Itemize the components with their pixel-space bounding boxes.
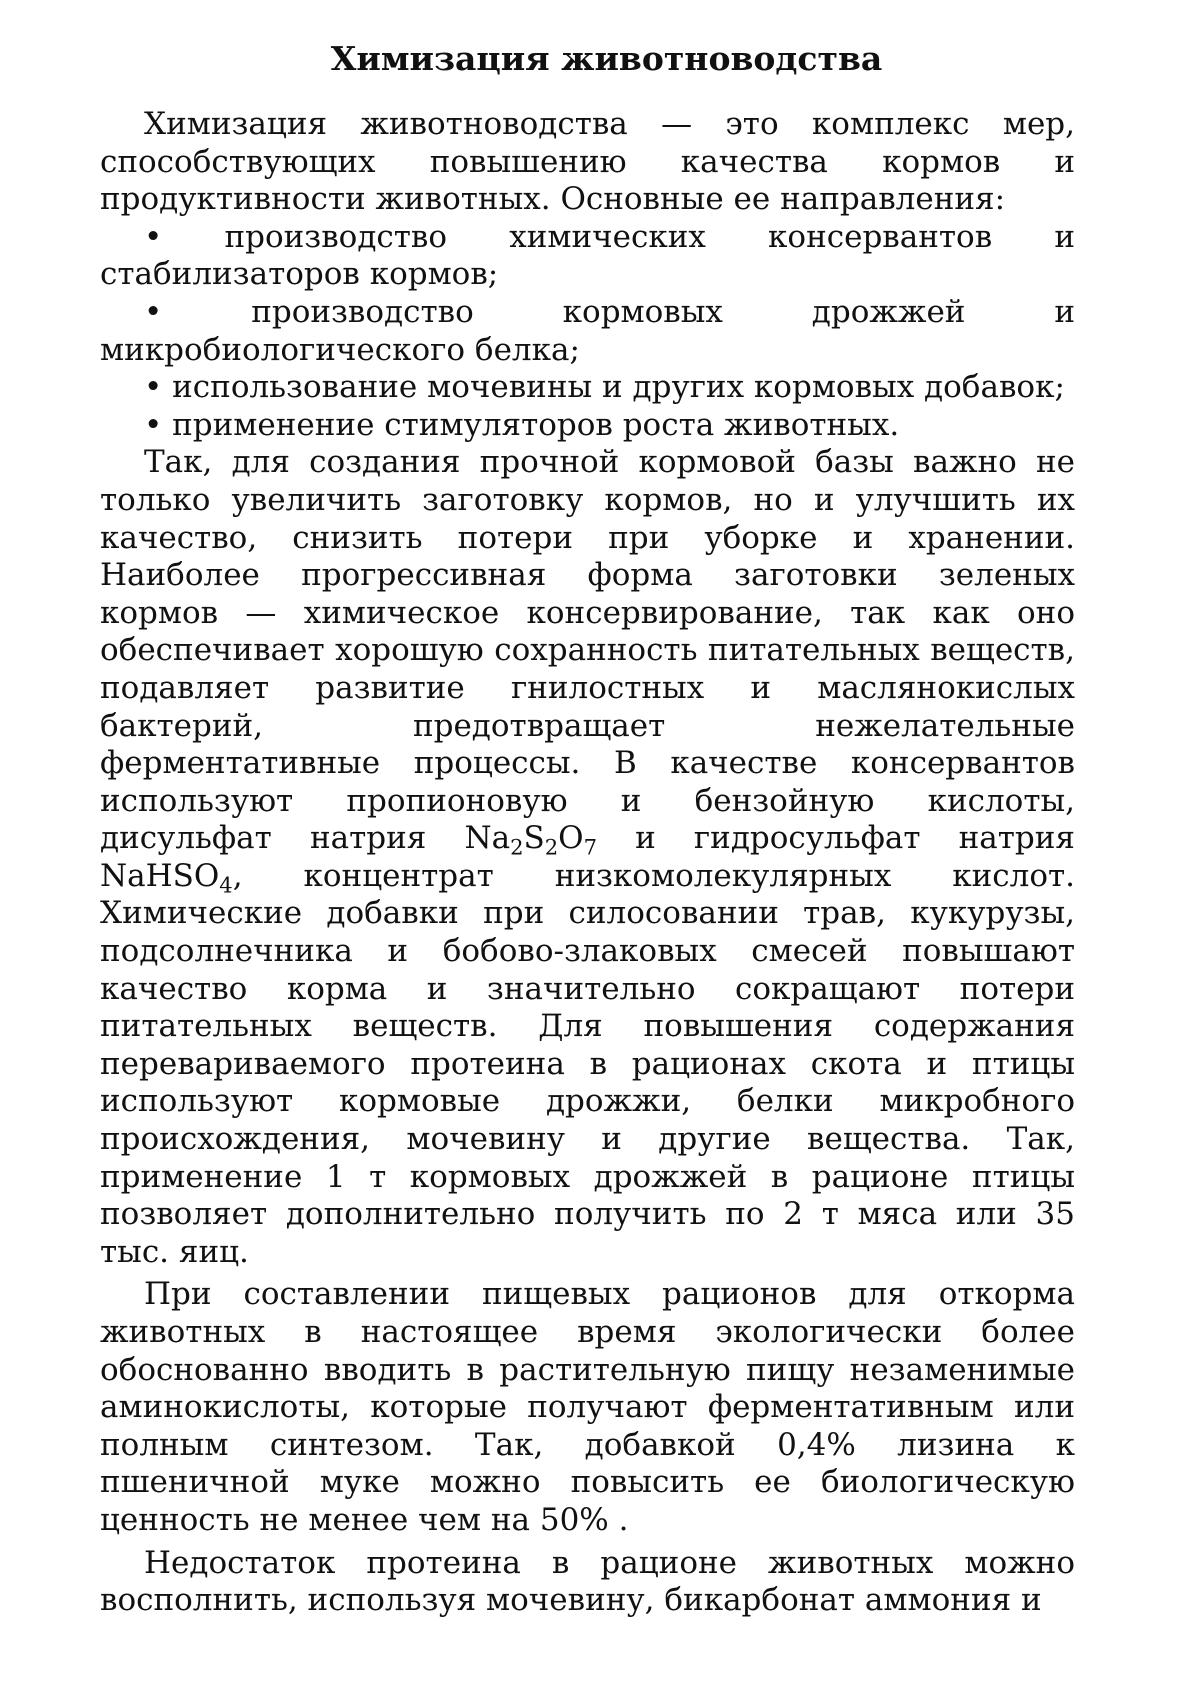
- paragraph-text: Так, для создания прочной кормовой базы важно не только увеличить заготовку кормов, но и улучшить их качество, снизить потери при уборке и хранении. Наиболее прогрессивная форма заготовки зеленых кормов — химическое консервирование, так как оно обеспечивает хорошую сохранность питательных веществ, подавляет развитие гнилостных и маслянокислых бактерий, предотвращает нежелательные ферментативные процессы. В качестве консервантов используют пропионовую и бензойную кислоты, дисульфат натрия: [100, 444, 1075, 857]
- paragraph-text: и гидросульфат натрия: [597, 820, 1075, 857]
- paragraph-feed-preservation: [100, 444, 1075, 1271]
- formula-sodium-hydrosulfate: NaHSO$_4$: [100, 857, 233, 898]
- document-page: [100, 38, 1075, 1620]
- bullet-item-stimulators: • применение стимуляторов роста животных.: [100, 407, 1075, 445]
- paragraph-protein-deficit: Недостаток протеина в рационе животных можно восполнить, используя мочевину, бикарбонат аммония и: [100, 1544, 1075, 1619]
- intro-paragraph: Химизация животноводства — это комплекс мер, способствующих повышению качества кормов и продуктивности животных. Основные ее направления:: [100, 106, 1075, 218]
- formula-sodium-disulfate: $Na_2S_2O_7$: [464, 820, 597, 860]
- bullet-item-urea: • использование мочевины и других кормовых добавок;: [100, 369, 1075, 407]
- bullet-item-preservatives: • производство химических консервантов и стабилизаторов кормов;: [100, 219, 1075, 294]
- paragraph-text: , концентрат низкомолекулярных кислот. Химические добавки при силосовании трав, кукурузы, подсолнечника и бобово-злаковых смесей повышают качество корма и значительно сокращают потери питательных веществ. Для повышения содержания перевариваемого протеина в рационах скота и птицы используют кормовые дрожжи, белки микробного происхождения, мочевину и другие вещества. Так, применение 1 т кормовых дрожжей в рационе птицы позволяет дополнительно получить по 2 т мяса или 35 тыс. яиц.: [100, 857, 1075, 1270]
- bullet-item-yeast: • производство кормовых дрожжей и микробиологического белка;: [100, 294, 1075, 369]
- paragraph-amino-acids: При составлении пищевых рационов для откорма животных в настоящее время экологически более обоснованно вводить в растительную пищу незаменимые аминокислоты, которые получают ферментативным или полным синтезом. Так, добавкой 0,4% лизина к пшеничной муке можно повысить ее биологическую ценность не менее чем на 50% .: [100, 1276, 1075, 1538]
- page-title: Химизация животноводства: [330, 39, 883, 78]
